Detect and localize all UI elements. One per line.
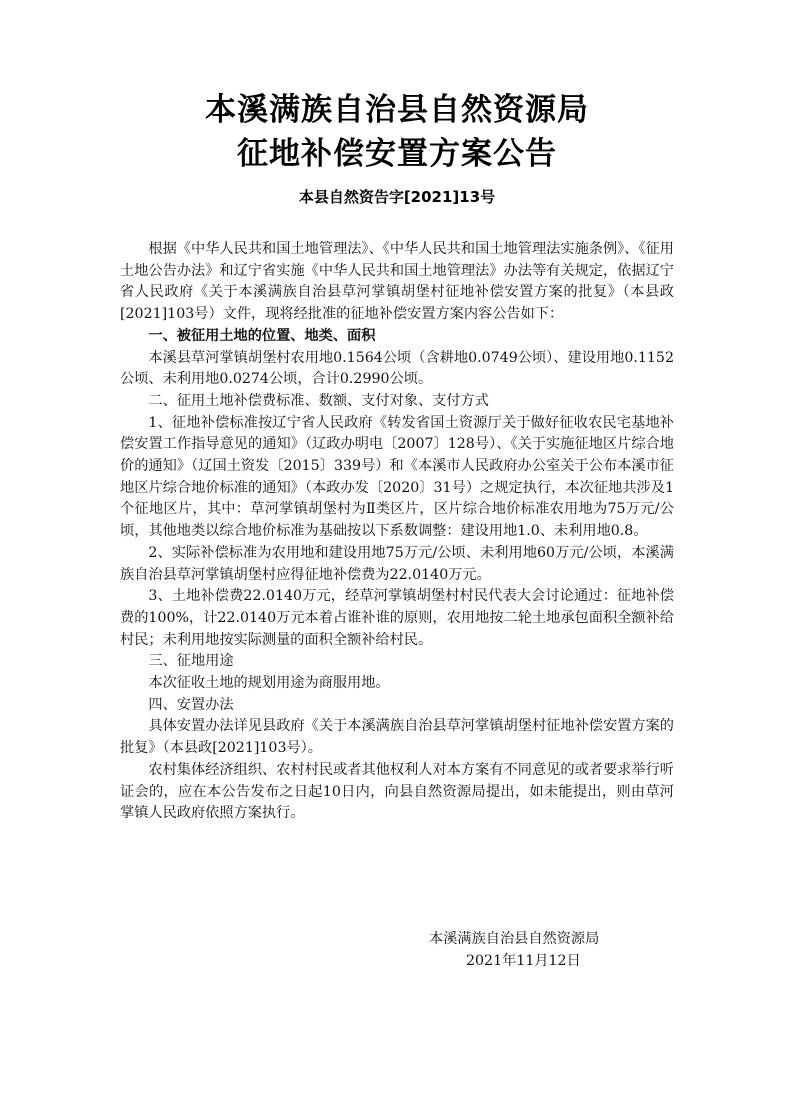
objection-paragraph: 农村集体经济组织、农村村民或者其他权利人对本方案有不同意见的或者要求举行听证会的，应在本公告发布之日起10日内，向县自然资源局提出，如未能提出，则由草河掌镇人民政府依照方案执行。 [120,761,674,822]
document-number: 本县自然资告字[2021]13号 [298,188,496,206]
resettlement-paragraph: 具体安置办法详见县政府《关于本溪满族自治县草河掌镇胡堡村征地补偿安置方案的批复》（本县政[2021]103号）。 [120,718,674,757]
section-heading-4: 四、安置办法 [148,696,234,713]
land-compensation-paragraph: 3、土地补偿费22.0140万元，经草河掌镇胡堡村村民代表大会讨论通过：征地补偿费的100%，计22.0140万元本着占谁补谁的原则，农用地按二轮土地承包面积全额补给村民；未利用地按实际测量的面积全额补给村民。 [120,588,674,648]
compensation-standard-paragraph: 1、征地补偿标准按辽宁省人民政府《转发省国土资源厅关于做好征收农民宅基地补偿安置工作指导意见的通知》（辽政办明电〔2007〕128号）、《关于实施征地区片综合地价的通知》（辽国土资发〔2015〕339号）和《本溪市人民政府办公室关于公布本溪市征地区片综合地价标准的通知》（本政办发〔2020〕31号）之规定执行，本次征地共涉及1个征地区片，其中：草河掌镇胡堡村为Ⅱ类区片，区片综合地价标准农用地为75万元/公顷，其他地类以综合地价标准为基础按以下系数调整：建设用地1.0、未利用地0.8。 [120,414,674,540]
intro-paragraph: 根据《中华人民共和国土地管理法》、《中华人民共和国土地管理法实施条例》、《征用土地公告办法》和辽宁省实施《中华人民共和国土地管理法》办法等有关规定，依据辽宁省人民政府《关于本溪满族自治县草河掌镇胡堡村征地补偿安置方案的批复》（本县政[2021]103号）文件，现将经批准的征地补偿安置方案内容公告如下： [120,241,674,323]
signature-block [429,929,629,972]
section-heading-3: 三、征地用途 [148,653,234,670]
document-subtitle: 征地补偿安置方案公告 [237,136,557,172]
section-heading-2: 二、征用土地补偿费标准、数额、支付对象、支付方式 [148,392,489,409]
actual-compensation-paragraph: 2、实际补偿标准为农用地和建设用地75万元/公顷、未利用地60万元/公顷，本溪满族自治县草河掌镇胡堡村应得征地补偿费为22.0140万元。 [120,544,674,583]
document-body [120,239,674,825]
land-use-paragraph: 本次征收土地的规划用途为商服用地。 [148,675,390,692]
signature-org: 本溪满族自治县自然资源局 [429,931,600,947]
signature-date: 2021年11月12日 [466,952,581,969]
document-title: 本溪满族自治县自然资源局 [205,92,589,128]
land-area-paragraph: 本溪县草河掌镇胡堡村农用地0.1564公顷（含耕地0.0749公顷）、建设用地0.1152公顷、未利用地0.0274公顷，合计0.2990公顷。 [120,349,674,388]
section-heading-1: 一、被征用土地的位置、地类、面积 [148,327,376,344]
